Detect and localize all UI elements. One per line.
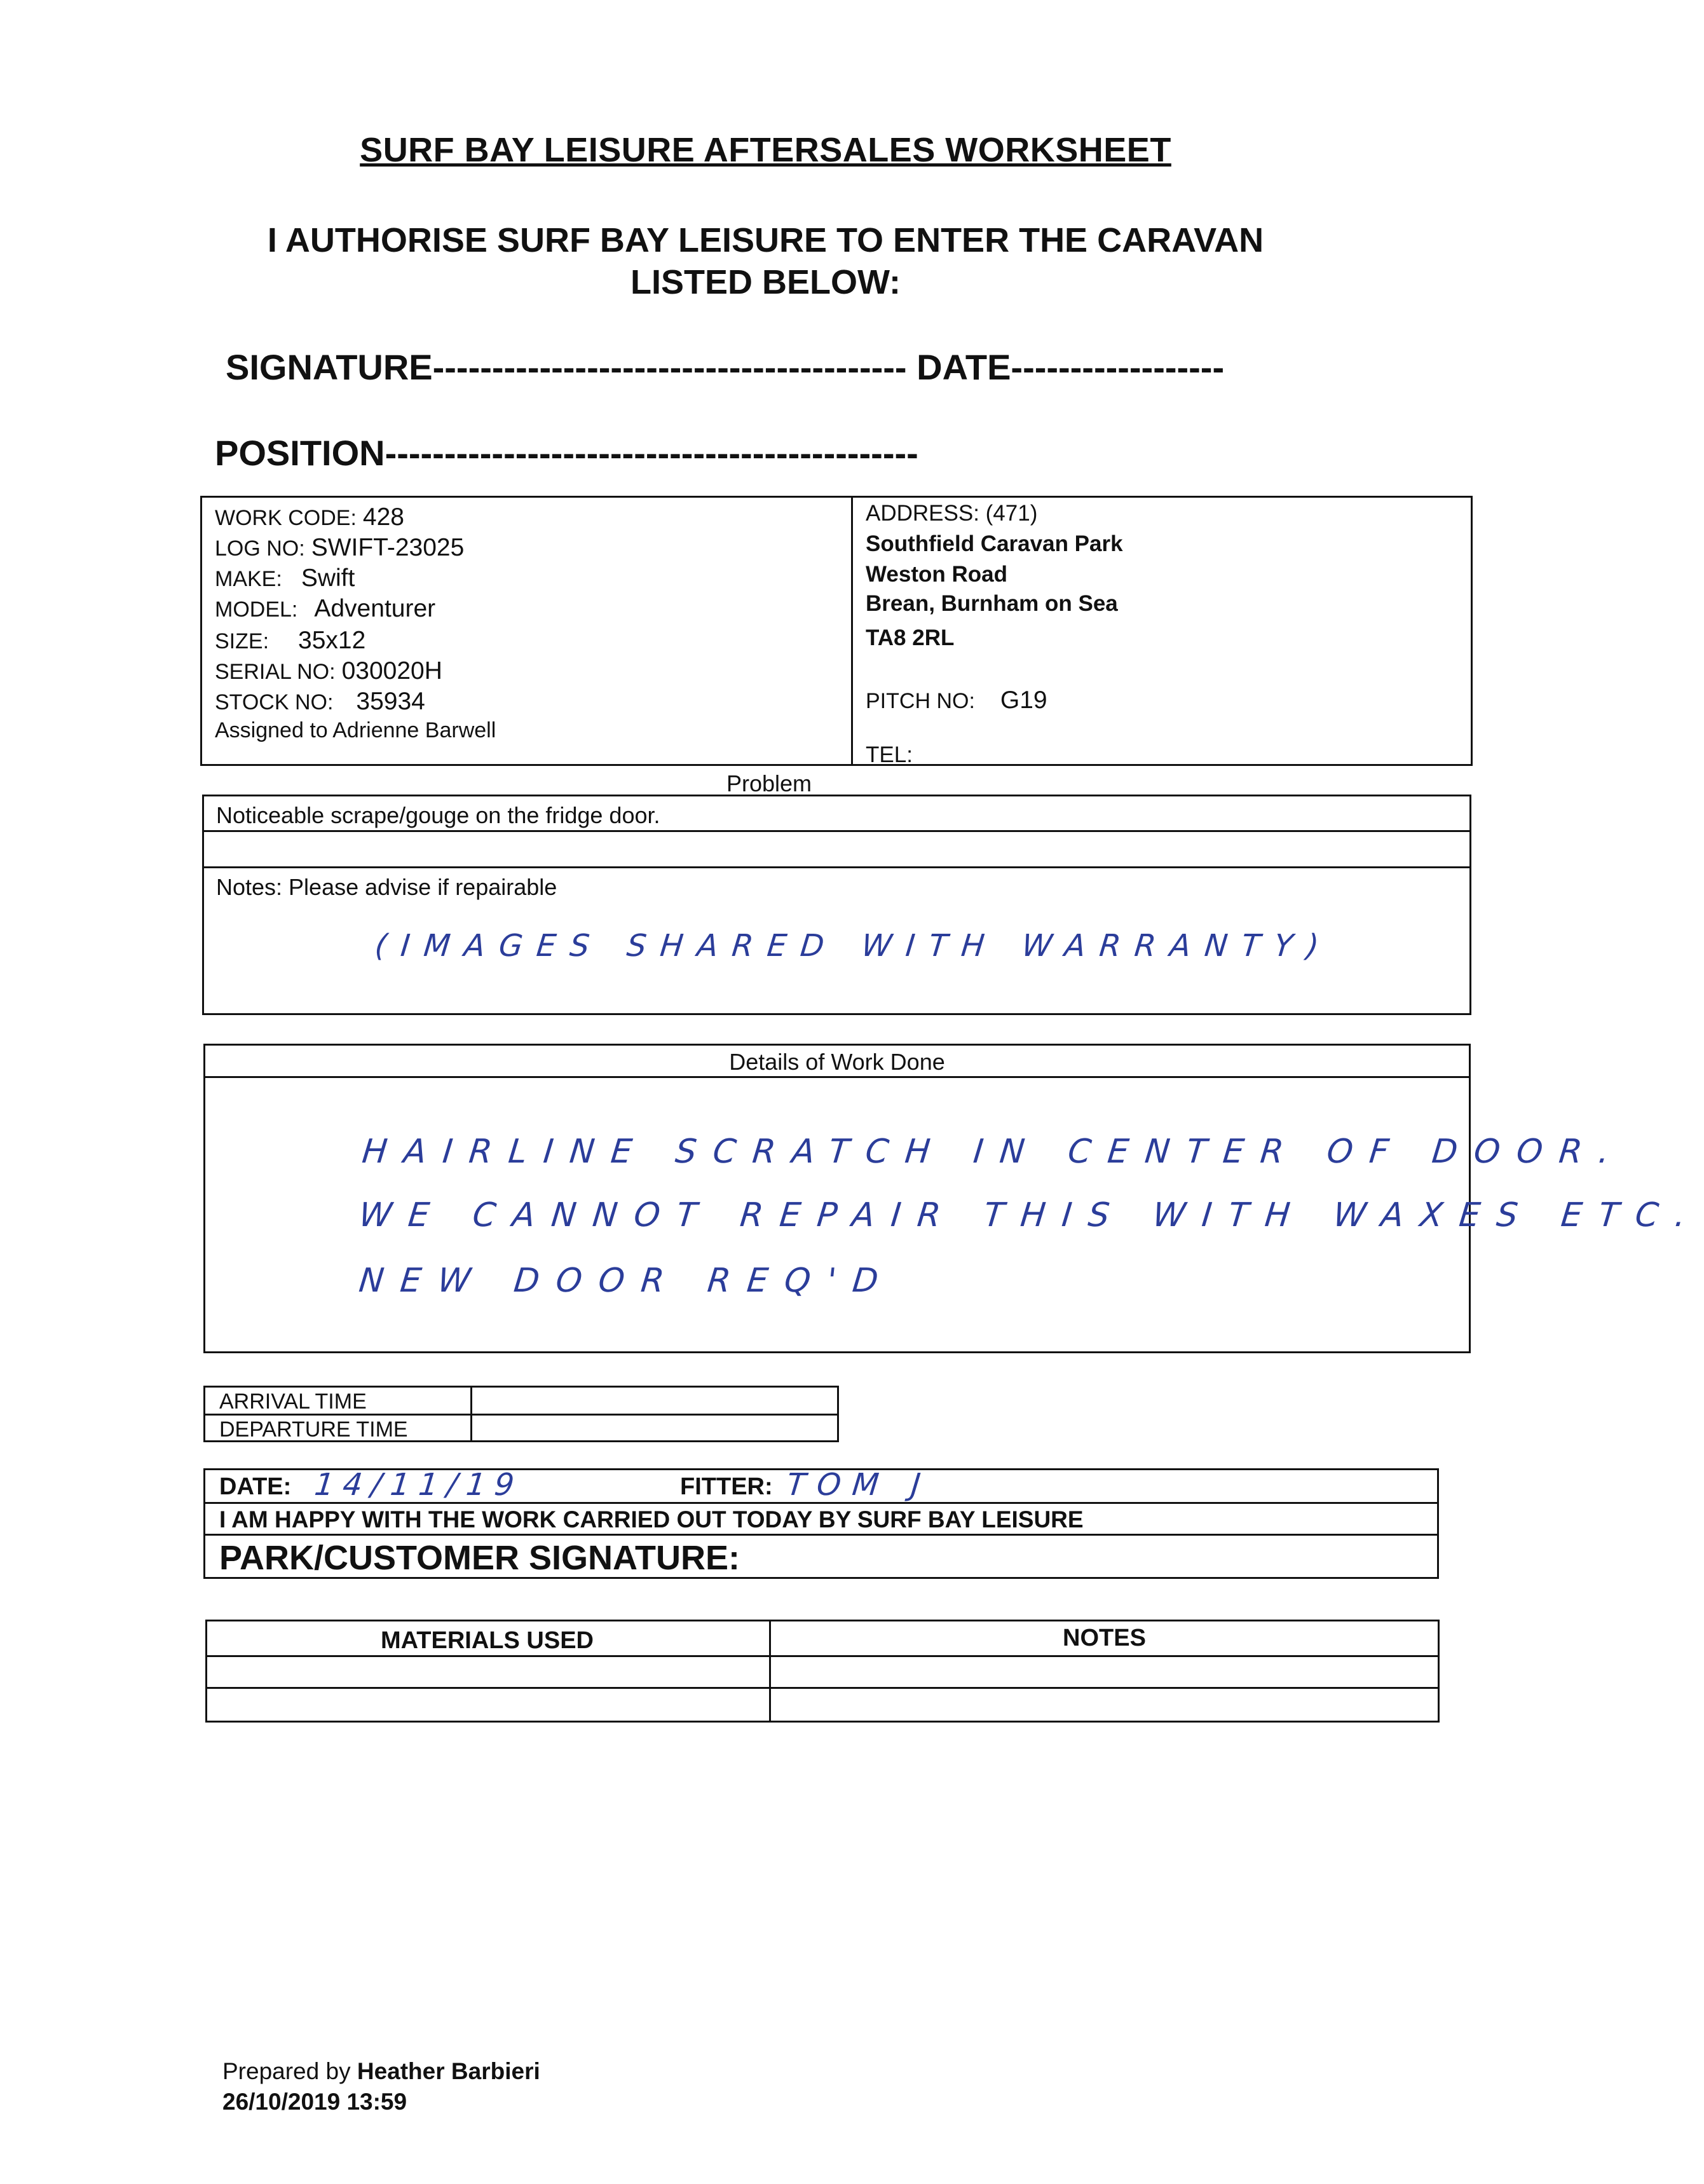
pitch-no-value: G19 [1000, 686, 1047, 714]
problem-row-divider-1 [202, 830, 1471, 832]
signature-date-line: SIGNATURE---------------------------------------- DATE------------------ [226, 347, 1225, 387]
fitter-value: TOM J [785, 1467, 934, 1503]
date-value: 14/11/19 [313, 1467, 525, 1503]
worksheet-title: SURF BAY LEISURE AFTERSALES WORKSHEET [360, 131, 1171, 169]
size-value: 35x12 [298, 627, 366, 654]
prepared-by-label: Prepared by [222, 2058, 351, 2084]
prepared-by [222, 2058, 540, 2085]
serial-no-field [215, 657, 442, 685]
log-no-value: SWIFT-23025 [311, 534, 465, 561]
log-no-field [215, 534, 464, 562]
stock-no-label: STOCK NO: [215, 690, 334, 714]
address-line-2: Weston Road [866, 562, 1007, 587]
arrival-time-label: ARRIVAL TIME [219, 1389, 367, 1414]
prepared-by-name: Heather Barbieri [357, 2058, 540, 2084]
times-col-divider [470, 1386, 472, 1442]
tel-label: TEL: [866, 742, 913, 767]
fitter-label: FITTER: [680, 1473, 773, 1500]
make-value: Swift [301, 564, 355, 592]
authorisation-line-2: LISTED BELOW: [630, 263, 901, 301]
stock-no-field [215, 688, 425, 716]
work-done-header: Details of Work Done [729, 1049, 945, 1075]
position-line: POSITION--------------------------------------------- [215, 433, 918, 473]
problem-notes: Notes: Please advise if repairable [216, 874, 557, 900]
make-label: MAKE: [215, 567, 282, 591]
address-postcode: TA8 2RL [866, 625, 955, 650]
log-no-label: LOG NO: [215, 536, 305, 561]
work-code-field [215, 503, 404, 531]
materials-notes-header: NOTES [1063, 1625, 1146, 1651]
address-line-1: Southfield Caravan Park [866, 531, 1123, 556]
pitch-no-field [866, 686, 1047, 714]
problem-description: Noticeable scrape/gouge on the fridge door. [216, 802, 660, 828]
date-label: DATE: [219, 1473, 292, 1500]
materials-row-divider-2 [205, 1687, 1440, 1689]
address-line-3: Brean, Burnham on Sea [866, 591, 1118, 616]
size-label: SIZE: [215, 629, 269, 653]
customer-signature-label: PARK/CUSTOMER SIGNATURE: [219, 1539, 740, 1577]
serial-no-value: 030020H [341, 657, 442, 685]
authorisation-line-1: I AUTHORISE SURF BAY LEISURE TO ENTER THE CARAVAN [267, 221, 1264, 259]
model-value: Adventurer [314, 595, 436, 622]
work-code-value: 428 [362, 503, 404, 531]
materials-row-divider-1 [205, 1655, 1440, 1657]
satisfaction-statement: I AM HAPPY WITH THE WORK CARRIED OUT TODAY BY SURF BAY LEISURE [219, 1506, 1084, 1532]
address-label: ADDRESS: (471) [866, 501, 1038, 526]
stock-no-value: 35934 [356, 688, 425, 715]
model-label: MODEL: [215, 597, 298, 622]
assigned-to: Assigned to Adrienne Barwell [215, 718, 496, 742]
signoff-row-divider-2 [203, 1534, 1439, 1536]
materials-used-header: MATERIALS USED [381, 1627, 594, 1654]
work-done-line-3: NEW DOOR REQ'D [357, 1262, 897, 1300]
work-done-line-2: WE CANNOT REPAIR THIS WITH WAXES ETC. [357, 1196, 1704, 1234]
work-code-label: WORK CODE: [215, 506, 357, 530]
serial-no-label: SERIAL NO: [215, 660, 336, 684]
pitch-no-label: PITCH NO: [866, 689, 975, 713]
unit-address-divider [851, 496, 853, 766]
departure-time-label: DEPARTURE TIME [219, 1417, 408, 1442]
handwritten-note: (IMAGES SHARED WITH WARRANTY) [373, 928, 1335, 964]
make-field [215, 564, 355, 592]
model-field [215, 595, 435, 623]
authorisation-statement [0, 219, 1531, 303]
prepared-timestamp: 26/10/2019 13:59 [222, 2089, 407, 2115]
problem-header: Problem [726, 770, 812, 796]
work-done-header-divider [203, 1076, 1471, 1078]
work-done-line-1: HAIRLINE SCRATCH IN CENTER OF DOOR. [360, 1133, 1628, 1171]
problem-row-divider-2 [202, 866, 1471, 868]
size-field [215, 627, 365, 655]
